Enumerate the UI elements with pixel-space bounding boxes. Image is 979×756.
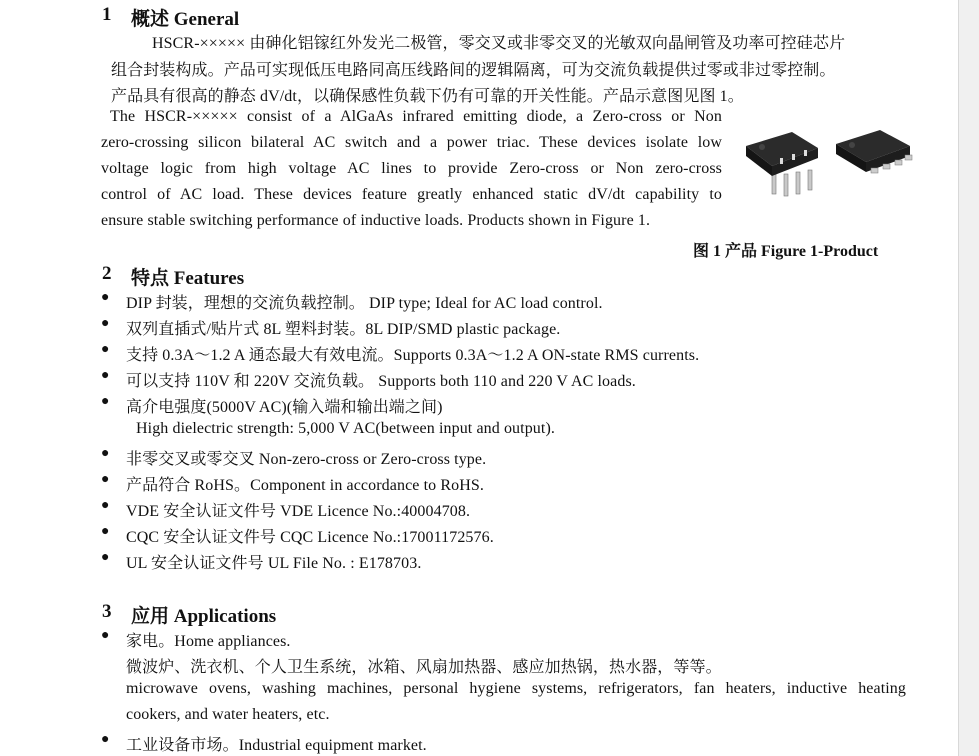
list-item-text: 高介电强度(5000V AC)(输入端和输出端之间) (126, 399, 443, 416)
section-2-heading (0, 263, 700, 287)
bullet-icon: ● (101, 316, 110, 331)
paragraph-line: zero-crossing silicon bilateral AC switch and a power triac. These devices isolate low (101, 134, 722, 151)
paragraph-line: voltage logic from high voltage AC lines to provide Zero-cross or Non zero-cross (101, 160, 722, 177)
section-1-heading (0, 4, 700, 28)
dip-package-icon (746, 132, 818, 196)
list-item (0, 498, 950, 518)
paragraph-line: 组合封装构成。产品可实现低压电路同高压线路间的逻辑隔离，可为交流负载提供过零或非过零控制。 (111, 62, 836, 79)
list-item (0, 524, 950, 544)
bullet-icon: ● (101, 394, 110, 409)
list-item (0, 394, 950, 414)
list-item (0, 316, 950, 336)
bullet-icon: ● (101, 524, 110, 539)
section-title: 特点 Features (131, 268, 245, 289)
vertical-scrollbar[interactable] (958, 0, 979, 756)
list-item-text: UL 安全认证文件号 UL File No. : E178703. (126, 555, 422, 572)
paragraph-line: The HSCR-××××× consist of a AlGaAs infrared emitting diode, a Zero-cross or Non (110, 108, 722, 125)
product-image (740, 120, 920, 200)
bullet-icon: ● (101, 342, 110, 357)
list-item-text: 支持 0.3A～1.2 A 通态最大有效电流。Supports 0.3A～1.2 A ON-state RMS currents. (126, 347, 700, 364)
list-item (0, 628, 950, 648)
list-item-continuation: High dielectric strength: 5,000 V AC(between input and output). (136, 420, 555, 437)
bullet-icon: ● (101, 290, 110, 305)
list-item-text: 家电。Home appliances. (126, 633, 291, 650)
paragraph-line: 产品具有很高的静态 dV/dt，以确保感性负载下仍有可靠的开关性能。产品示意图见图 1。 (111, 88, 744, 105)
bullet-icon: ● (101, 472, 110, 487)
list-item-continuation: cookers, and water heaters, etc. (126, 706, 330, 723)
list-item (0, 472, 950, 492)
list-item-continuation: 微波炉、洗衣机、个人卫生系统，冰箱、风扇加热器、感应加热锅，热水器，等等。 (126, 659, 722, 676)
list-item (0, 290, 950, 310)
list-item (0, 550, 950, 570)
paragraph-line: ensure stable switching performance of inductive loads. Products shown in Figure 1. (101, 212, 651, 229)
smd-package-icon (836, 130, 912, 173)
list-item-text: CQC 安全认证文件号 CQC Licence No.:17001172576. (126, 529, 494, 546)
list-item (0, 368, 950, 388)
list-item-text: 产品符合 RoHS。Component in accordance to RoHS. (126, 477, 484, 494)
list-item (0, 446, 950, 466)
list-item-text: DIP 封装，理想的交流负载控制。 DIP type; Ideal for AC load control. (126, 295, 603, 312)
figure-caption: 图 1 产品 Figure 1-Product (693, 243, 879, 260)
paragraph-line: control of AC load. These devices feature greatly enhanced static dV/dt capability to (101, 186, 722, 203)
bullet-icon: ● (101, 550, 110, 565)
list-item-text: VDE 安全认证文件号 VDE Licence No.:40004708. (126, 503, 471, 520)
list-item-continuation: microwave ovens, washing machines, personal hygiene systems, refrigerators, fan heaters, inductive heating (126, 680, 906, 697)
section-title: 应用 Applications (131, 606, 277, 627)
bullet-icon: ● (101, 368, 110, 383)
section-title: 概述 General (131, 9, 240, 30)
paragraph-line: HSCR-××××× 由砷化铝镓红外发光二极管，零交叉或非零交叉的光敏双向晶闸管及功率可控硅芯片 (152, 35, 846, 52)
list-item-text: 工业设备市场。Industrial equipment market. (126, 737, 427, 754)
section-number: 3 (102, 601, 112, 622)
list-item-text: 非零交叉或零交叉 Non-zero-cross or Zero-cross type. (126, 451, 487, 468)
section-number: 2 (102, 263, 112, 284)
bullet-icon: ● (101, 446, 110, 461)
bullet-icon: ● (101, 628, 110, 643)
section-number: 1 (102, 4, 112, 25)
list-item-text: 双列直插式/贴片式 8L 塑料封装。8L DIP/SMD plastic package. (126, 321, 561, 338)
list-item (0, 342, 950, 362)
bullet-icon: ● (101, 732, 110, 747)
section-3-heading (0, 601, 700, 625)
bullet-icon: ● (101, 498, 110, 513)
list-item-text: 可以支持 110V 和 220V 交流负载。 Supports both 110 and 220 V AC loads. (126, 373, 636, 390)
list-item (0, 732, 950, 752)
